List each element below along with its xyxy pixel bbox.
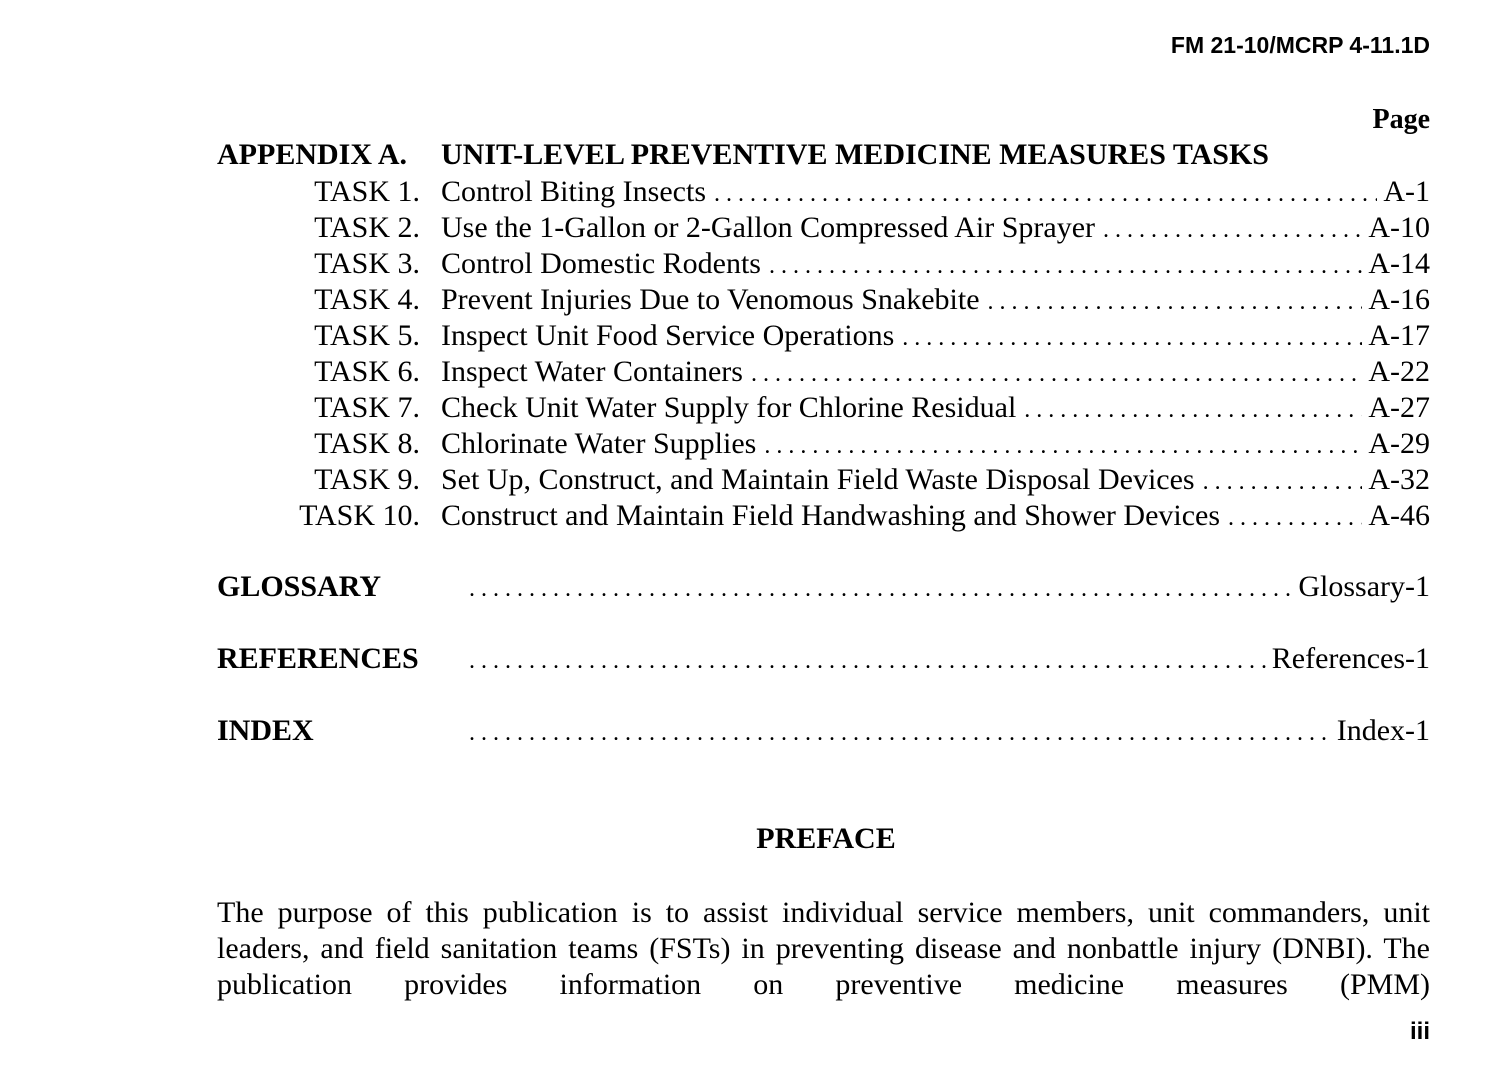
task-page-ref: A-17 [1368, 319, 1430, 352]
task-title: Prevent Injuries Due to Venomous Snakebite [441, 283, 980, 316]
preface-paragraph: The purpose of this publication is to assist individual service members, unit commanders, unit leaders, and field sanitation teams (FSTs) in preventing disease and nonbattle injury (DNBI). The publication provides information on preventive medicine measures (PMM) [217, 896, 1430, 1001]
dot-leader [1024, 392, 1362, 428]
dot-leader [1228, 500, 1362, 536]
task-title: Chlorinate Water Supplies [441, 427, 757, 460]
toc-entry-task-1[interactable] [217, 174, 1430, 210]
dot-leader [902, 320, 1362, 356]
toc-entry-task-4[interactable] [217, 282, 1430, 318]
dot-leader [1103, 212, 1362, 248]
dot-leader [764, 428, 1362, 464]
section-label: REFERENCES [217, 642, 419, 675]
toc-entry-task-2[interactable] [217, 210, 1430, 246]
dot-leader [469, 576, 1292, 603]
task-page-ref: A-32 [1368, 463, 1430, 496]
toc-entry-task-9[interactable] [217, 462, 1430, 498]
task-title: Inspect Unit Food Service Operations [441, 319, 895, 352]
dot-leader [714, 176, 1377, 212]
toc-entry-task-3[interactable] [217, 246, 1430, 282]
section-label: GLOSSARY [217, 570, 381, 603]
page-column-header: Page [1372, 104, 1430, 135]
task-page-ref: A-16 [1368, 283, 1430, 316]
task-page-ref: A-22 [1368, 355, 1430, 388]
task-page-ref: A-10 [1368, 211, 1430, 244]
task-number: TASK 10. [299, 499, 420, 532]
toc-entry-glossary[interactable] [217, 570, 1430, 604]
toc-entry-task-5[interactable] [217, 318, 1430, 354]
task-list [217, 174, 1430, 534]
dot-leader [988, 284, 1363, 320]
dot-leader [769, 248, 1362, 284]
task-number: TASK 8. [314, 427, 420, 460]
appendix-title: UNIT-LEVEL PREVENTIVE MEDICINE MEASURES TASKS [441, 138, 1269, 171]
appendix-heading [217, 138, 1269, 172]
page-number: iii [1409, 1018, 1430, 1045]
section-page-ref: References-1 [1271, 642, 1430, 675]
dot-leader [469, 720, 1331, 747]
task-number: TASK 2. [314, 211, 420, 244]
task-title: Inspect Water Containers [441, 355, 743, 388]
section-page-ref: Glossary-1 [1298, 570, 1430, 603]
dot-leader [1203, 464, 1363, 500]
document-id: FM 21-10/MCRP 4-11.1D [1170, 32, 1430, 58]
task-number: TASK 7. [314, 391, 420, 424]
dot-leader [469, 648, 1266, 675]
task-page-ref: A-1 [1383, 175, 1430, 208]
task-title: Check Unit Water Supply for Chlorine Residual [441, 391, 1017, 424]
toc-entry-references[interactable] [217, 642, 1430, 676]
toc-entry-task-6[interactable] [217, 354, 1430, 390]
toc-entry-task-7[interactable] [217, 390, 1430, 426]
task-page-ref: A-29 [1368, 427, 1430, 460]
toc-entry-index[interactable] [217, 714, 1430, 748]
toc-entry-task-10[interactable] [217, 498, 1430, 534]
preface-heading: PREFACE [756, 822, 896, 855]
task-number: TASK 1. [314, 175, 420, 208]
appendix-label: APPENDIX A. [217, 138, 408, 171]
task-title: Set Up, Construct, and Maintain Field Waste Disposal Devices [441, 463, 1195, 496]
task-title: Construct and Maintain Field Handwashing and Shower Devices [441, 499, 1221, 532]
task-title: Control Domestic Rodents [441, 247, 761, 280]
task-page-ref: A-27 [1368, 391, 1430, 424]
toc-entry-task-8[interactable] [217, 426, 1430, 462]
task-number: TASK 5. [314, 319, 420, 352]
task-page-ref: A-46 [1368, 499, 1430, 532]
task-number: TASK 4. [314, 283, 420, 316]
task-title: Control Biting Insects [441, 175, 706, 208]
section-page-ref: Index-1 [1336, 714, 1430, 747]
section-label: INDEX [217, 714, 314, 747]
task-page-ref: A-14 [1368, 247, 1430, 280]
task-number: TASK 6. [314, 355, 420, 388]
task-number: TASK 3. [314, 247, 420, 280]
task-title: Use the 1-Gallon or 2-Gallon Compressed Air Sprayer [441, 211, 1096, 244]
task-number: TASK 9. [314, 463, 420, 496]
dot-leader [751, 356, 1362, 392]
